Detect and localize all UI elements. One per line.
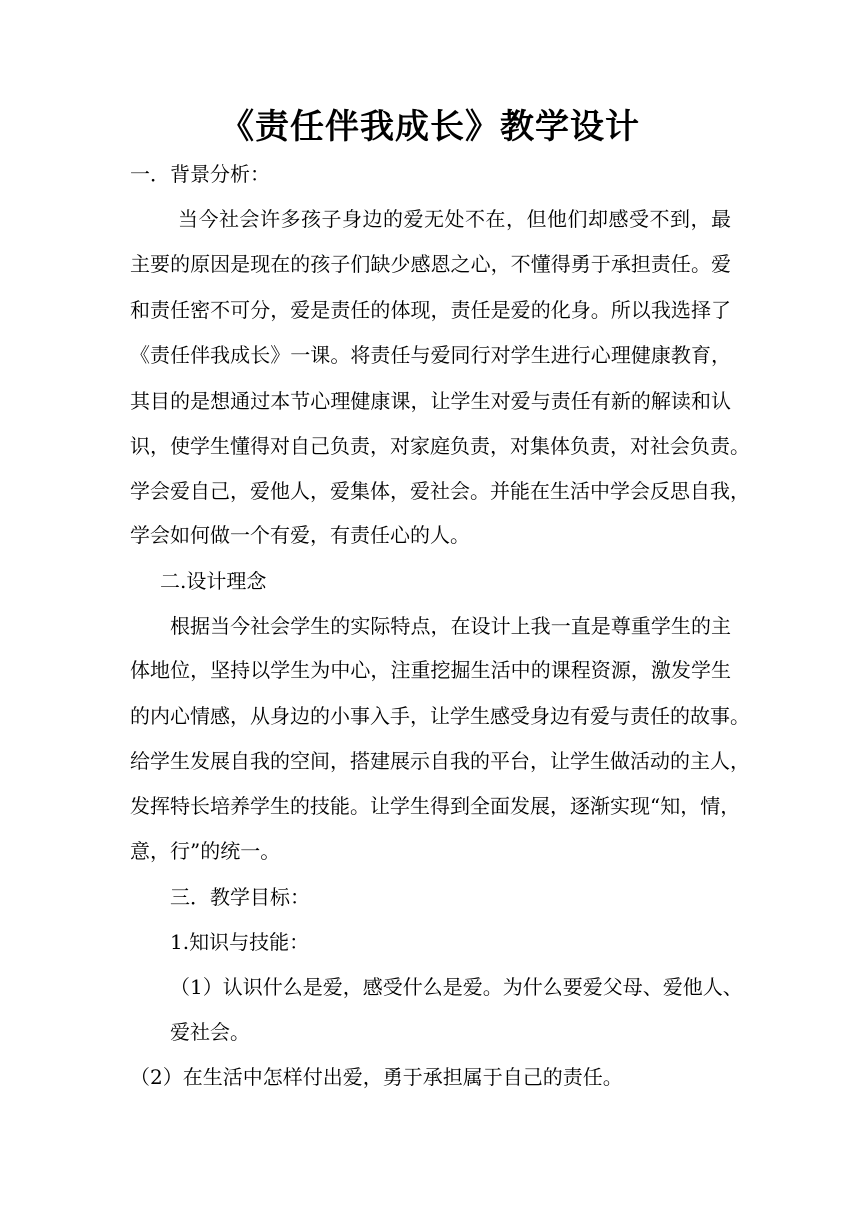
background-paragraph-line: 学会爱自己，爱他人，爱集体，爱社会。并能在生活中学会反思自我， <box>130 479 750 503</box>
background-paragraph-line: 识，使学生懂得对自己负责，对家庭负责，对集体负责，对社会负责。 <box>130 434 750 458</box>
section-heading-concept: 二.设计理念 <box>160 569 267 593</box>
concept-paragraph-line: 的内心情感，从身边的小事入手，让学生感受身边有爱与责任的故事。 <box>130 704 750 728</box>
background-paragraph-line: 其目的是想通过本节心理健康课，让学生对爱与责任有新的解读和认 <box>130 389 731 413</box>
background-paragraph-line: 《责任伴我成长》一课。将责任与爱同行对学生进行心理健康教育， <box>130 343 731 367</box>
goal-item-2: （2）在生活中怎样付出爱，勇于承担属于自己的责任。 <box>130 1065 623 1089</box>
concept-paragraph-line: 发挥特长培养学生的技能。让学生得到全面发展，逐渐实现“知，情， <box>130 794 741 818</box>
concept-paragraph-line: 给学生发展自我的空间，搭建展示自我的平台，让学生做活动的主人， <box>130 749 750 773</box>
background-paragraph-line: 学会如何做一个有爱，有责任心的人。 <box>130 523 470 547</box>
section-heading-goals: 三．教学目标： <box>170 885 310 909</box>
goal-item-1: （1）认识什么是爱，感受什么是爱。为什么要爱父母、爱他人、 <box>170 975 743 999</box>
concept-paragraph-line: 意，行”的统一。 <box>130 839 281 863</box>
section-heading-background: 一．背景分析： <box>130 162 270 186</box>
background-paragraph-line: 主要的原因是现在的孩子们缺少感恩之心，不懂得勇于承担责任。爱 <box>130 252 731 276</box>
document-title: 《责任伴我成长》教学设计 <box>220 107 640 147</box>
goal-item-1-continued: 爱社会。 <box>170 1020 250 1044</box>
goals-subheading: 1.知识与技能： <box>170 930 310 954</box>
concept-paragraph-line: 根据当今社会学生的实际特点，在设计上我一直是尊重学生的主 <box>170 614 731 638</box>
concept-paragraph-line: 体地位，坚持以学生为中心，注重挖掘生活中的课程资源，激发学生 <box>130 658 731 682</box>
background-paragraph-line: 和责任密不可分，爱是责任的体现，责任是爱的化身。所以我选择了 <box>130 298 731 322</box>
background-paragraph-line: 当今社会许多孩子身边的爱无处不在，但他们却感受不到，最 <box>178 207 731 231</box>
